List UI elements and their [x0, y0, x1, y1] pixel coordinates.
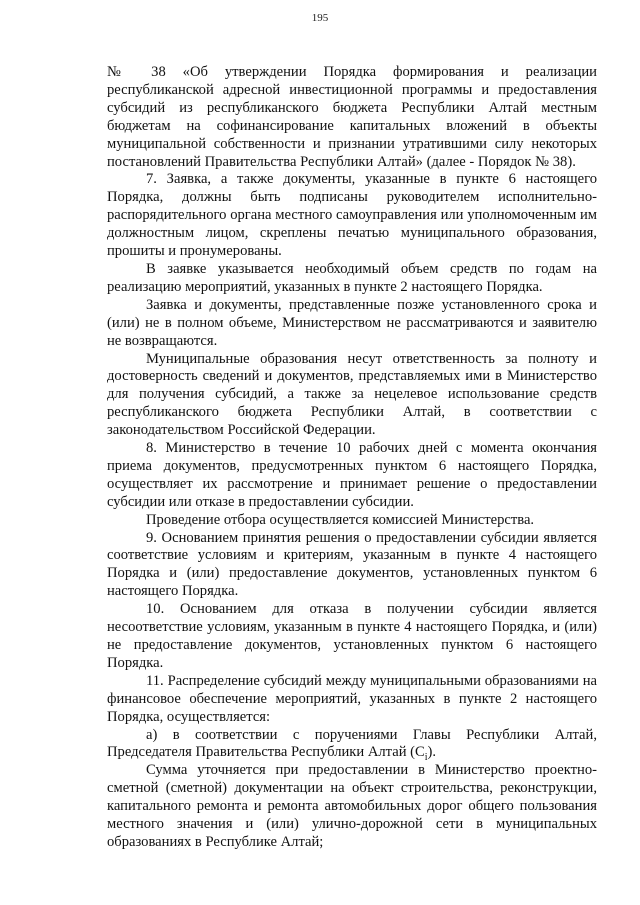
document-body — [107, 64, 597, 852]
paragraph-9: 9. Основанием принятия решения о предоставлении субсидии является соответствие условиям и критериям, указанным в пункте 4 настоящего Порядка и (или) предоставление документов, установленных пунктом 6 настоящего Порядка. — [107, 529, 597, 600]
paragraph-8: 8. Министерство в течение 10 рабочих дней с момента окончания приема документов, предусмотренных пунктом 6 настоящего Порядка, осуществляет их рассмотрение и принимает решение о предоставлении субсидии или отказе в предоставлении субсидии. — [107, 440, 597, 510]
paragraph-7-volume: В заявке указывается необходимый объем средств по годам на реализацию мероприятий, указанных в пункте 2 настоящего Порядка. — [107, 260, 597, 295]
paragraph-11-a — [107, 727, 597, 763]
paragraph-11-a-end: ). — [427, 744, 437, 761]
paragraph-10: 10. Основанием для отказа в получении субсидии является несоответствие условиям, указанным в пункте 4 настоящего Порядка, и (или) не предоставление документов, установленных пунктом 6 настоящего Порядка. — [107, 601, 597, 671]
paragraph-11-a-text: а) в соответствии с поручениями Главы Республики Алтай, Председателя Правительства Республики Алтай (С — [107, 726, 597, 761]
paragraph-7: 7. Заявка, а также документы, указанные в пункте 6 настоящего Порядка, должны быть подписаны руководителем исполнительно-распорядительного органа местного самоуправления или уполномоченным им должностным лицом, скреплены печатью муниципального образования, прошиты и пронумерованы. — [107, 171, 597, 260]
paragraph-11-amount: Сумма уточняется при предоставлении в Министерство проектно-сметной (сметной) документации на объект строительства, реконструкции, капитального ремонта и ремонта автомобильных дорог общего пользования местного значения и (или) улично-дорожной сети в муниципальных образованиях в Республике Алтай; — [107, 762, 597, 850]
paragraph-7-responsibility: Муниципальные образования несут ответственность за полноту и достоверность сведений и документов, представляемых ими в Министерство для получения субсидий, а также за нецелевое использование средств республиканского бюджета Республики Алтай, в соответствии с законодательством Российской Федерации. — [107, 350, 597, 439]
page-number: 195 — [311, 12, 329, 24]
paragraph-11: 11. Распределение субсидий между муниципальными образованиями на финансовое обеспечение мероприятий, указанных в пункте 2 настоящего Порядка, осуществляется: — [107, 672, 597, 725]
paragraph-8-commission: Проведение отбора осуществляется комиссией Министерства. — [146, 511, 535, 528]
paragraph-continuation: № 38 «Об утверждении Порядка формирования и реализации республиканской адресной инвестиционной программы и предоставления субсидий из республиканского бюджета Республики Алтай местным бюджетам на софинансирование капитальных вложений в объекты муниципальной собственности и признании утратившими силу некоторых постановлений Правительства Республики Алтай» (далее - Порядок № 38). — [107, 64, 597, 170]
paragraph-7-late-documents: Заявка и документы, представленные позже установленного срока и (или) не в полном объеме, Министерством не рассматриваются и заявителю не возвращаются. — [107, 296, 597, 349]
subscript-index: i — [424, 752, 428, 764]
